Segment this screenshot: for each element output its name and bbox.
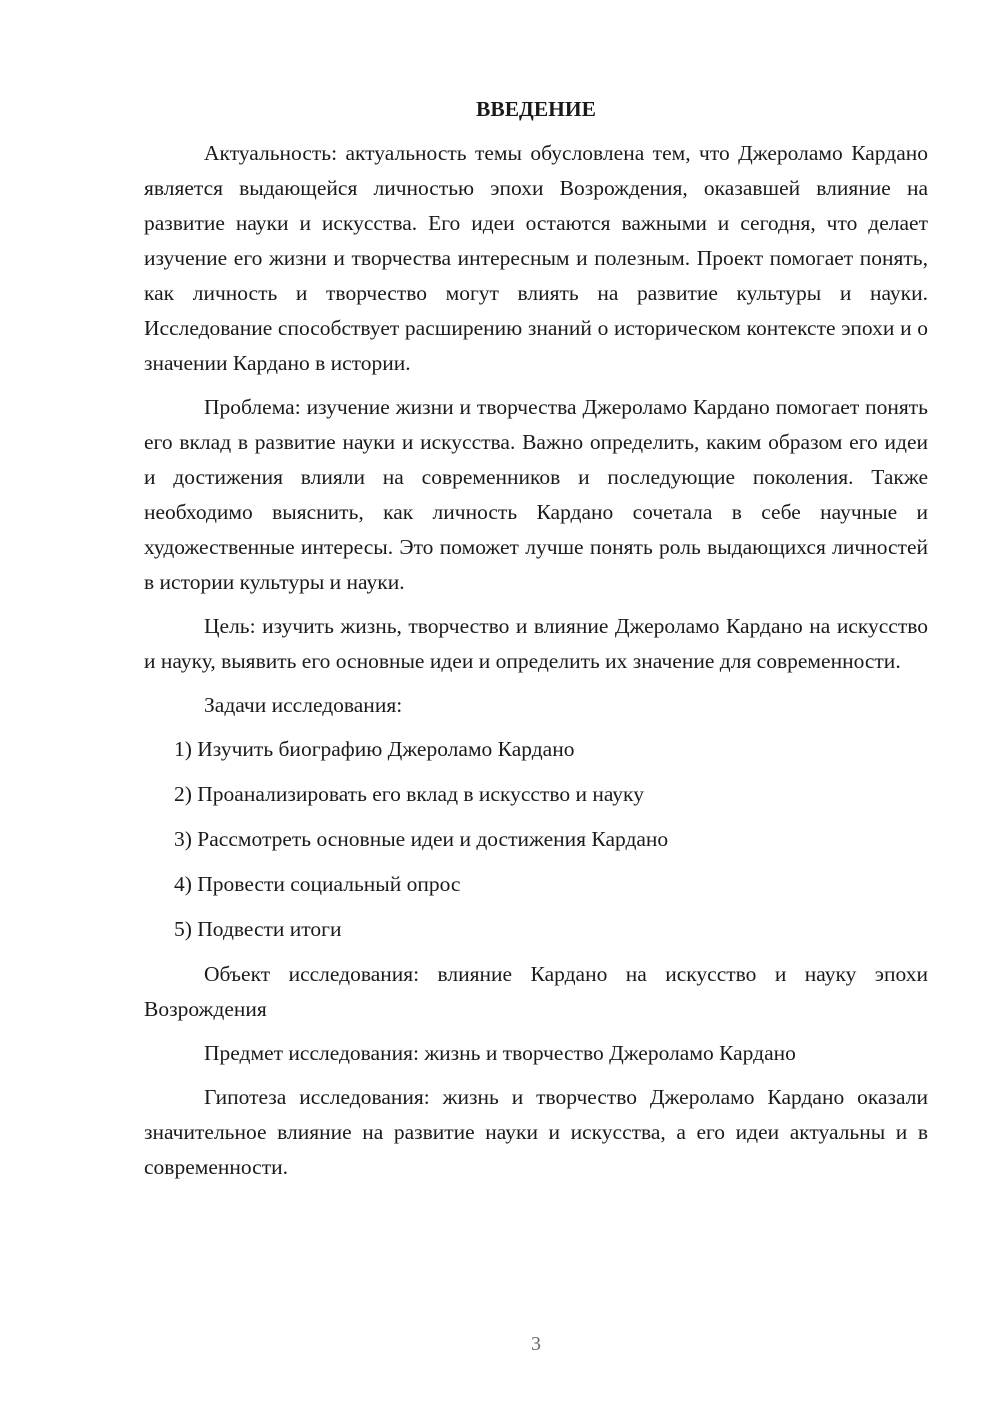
problem-paragraph: Проблема: изучение жизни и творчества Джероламо Кардано помогает понять его вклад в развитие науки и искусства. Важно определить, каким образом его идеи и достижения влияли на современников и последующие поколения. Также необходимо выяснить, как личность Кардано сочетала в себе научные и художественные интересы. Это поможет лучше понять роль выдающихся личностей в истории культуры и науки.: [144, 395, 928, 594]
object-paragraph: Объект исследования: влияние Кардано на искусство и науку эпохи Возрождения: [144, 962, 928, 1021]
subject-paragraph: Предмет исследования: жизнь и творчество Джероламо Кардано: [204, 1041, 796, 1065]
hypothesis-paragraph: Гипотеза исследования: жизнь и творчество Джероламо Кардано оказали значительное влияние на развитие науки и искусства, а его идеи актуальны и в современности.: [144, 1085, 928, 1179]
page-title: ВВЕДЕНИЕ: [476, 97, 596, 121]
goal-paragraph: Цель: изучить жизнь, творчество и влияние Джероламо Кардано на искусство и науку, выявить его основные идеи и определить их значение для современности.: [144, 614, 928, 673]
page-number: 3: [531, 1333, 541, 1355]
document-page: [144, 92, 928, 1194]
relevance-paragraph: Актуальность: актуальность темы обусловлена тем, что Джероламо Кардано является выдающейся личностью эпохи Возрождения, оказавшей влияние на развитие науки и искусства. Его идеи остаются важными и сегодня, что делает изучение его жизни и творчества интересным и полезным. Проект помогает понять, как личность и творчество могут влиять на развитие культуры и науки. Исследование способствует расширению знаний о историческом контексте эпохи и о значении Кардано в истории.: [144, 141, 928, 375]
list-item: 2) Проанализировать его вклад в искусство и науку: [174, 782, 644, 806]
tasks-heading: Задачи исследования:: [204, 693, 403, 717]
list-item: 5) Подвести итоги: [174, 917, 342, 941]
list-item: 3) Рассмотреть основные идеи и достижения Кардано: [174, 827, 669, 851]
list-item: 1) Изучить биографию Джероламо Кардано: [174, 737, 575, 761]
list-item: 4) Провести социальный опрос: [174, 872, 461, 896]
